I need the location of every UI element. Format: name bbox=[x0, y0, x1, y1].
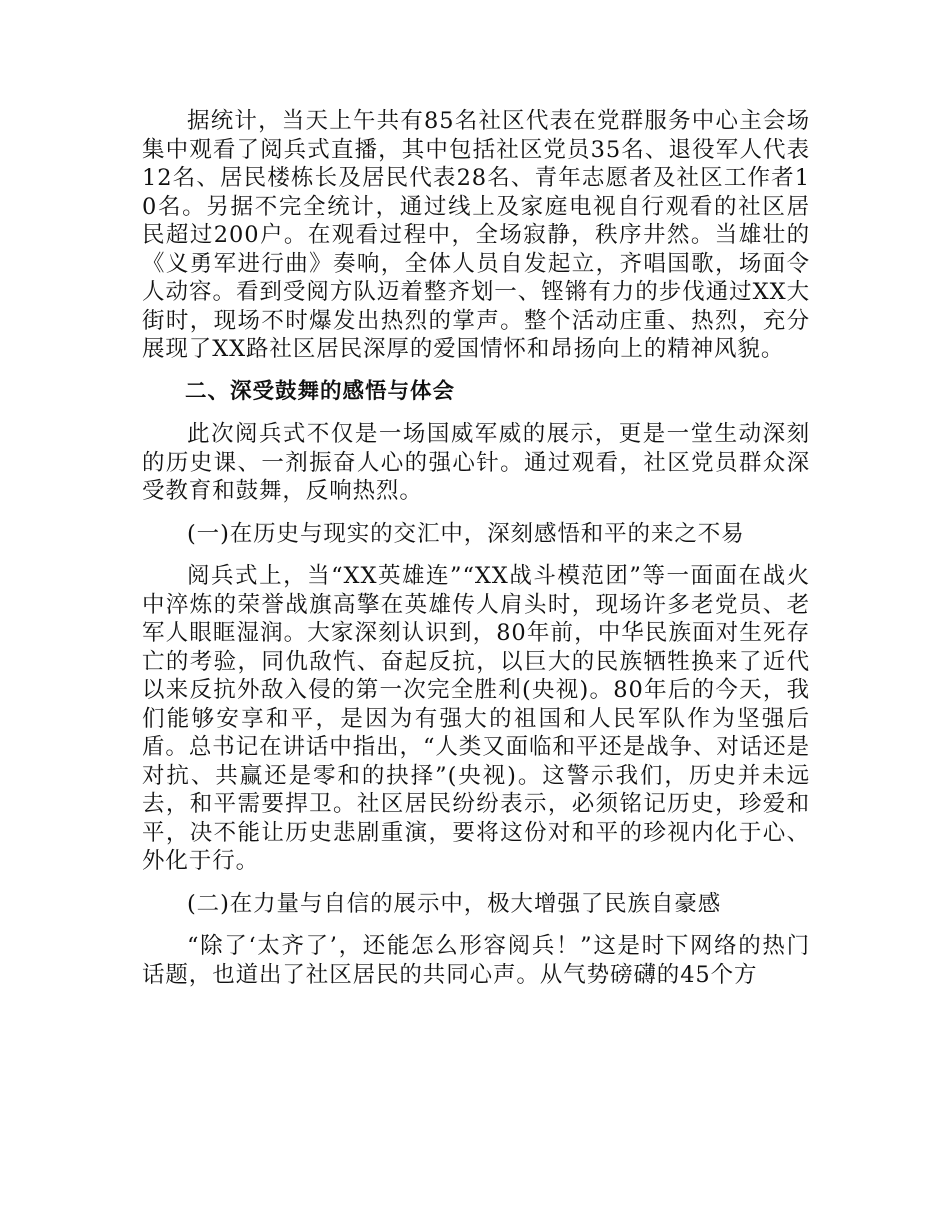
subheading-2: (二)在力量与自信的展示中，极大增强了民族自豪感 bbox=[187, 890, 722, 917]
paragraph-pride: “除了‘太齐了’，还能怎么形容阅兵！”这是时下网络的热门话题，也道出了社区居民的共同心声。从气势磅礴的45个方 bbox=[142, 933, 810, 988]
paragraph-statistics: 据统计，当天上午共有85名社区代表在党群服务中心主会场集中观看了阅兵式直播，其中包括社区党员35名、退役军人代表12名、居民楼栋长及居民代表28名、青年志愿者及社区工作者10名。另据不完全统计，通过线上及家庭电视自行观看的社区居民超过200户。在观看过程中，全场寂静，秩序井然。当雄壮的《义勇军进行曲》奏响，全体人员自发起立，齐唱国歌，场面令人动容。看到受阅方队迈着整齐划一、铿锵有力的步伐通过XX大街时，现场不时爆发出热烈的掌声。整个活动庄重、热烈，充分展现了XX路社区居民深厚的爱国情怀和昂扬向上的精神风貌。 bbox=[142, 108, 810, 362]
subheading-1: (一)在历史与现实的交汇中，深刻感悟和平的来之不易 bbox=[187, 520, 745, 547]
paragraph-intro: 此次阅兵式不仅是一场国威军威的展示，更是一堂生动深刻的历史课、一剂振奋人心的强心针。通过观看，社区党员群众深受教育和鼓舞，反响热烈。 bbox=[142, 421, 810, 504]
document-body bbox=[142, 107, 810, 1003]
paragraph-history: 阅兵式上，当“XX英雄连”“XX战斗模范团”等一面面在战火中淬炼的荣誉战旗高擎在英雄传人肩头时，现场许多老党员、老军人眼眶湿润。大家深刻认识到，80年前，中华民族面对生死存亡的考验，同仇敌忾、奋起反抗，以巨大的民族牺牲换来了近代以来反抗外敌入侵的第一次完全胜利(央视)。80年后的今天，我们能够安享和平，是因为有强大的祖国和人民军队作为坚强后盾。总书记在讲话中指出，“人类又面临和平还是战争、对话还是对抗、共赢还是零和的抉择”(央视)。这警示我们，历史并未远去，和平需要捍卫。社区居民纷纷表示，必须铭记历史，珍爱和平，决不能让历史悲剧重演，要将这份对和平的珍视内化于心、外化于行。 bbox=[142, 563, 810, 874]
section-heading-2: 二、深受鼓舞的感悟与体会 bbox=[185, 378, 456, 404]
